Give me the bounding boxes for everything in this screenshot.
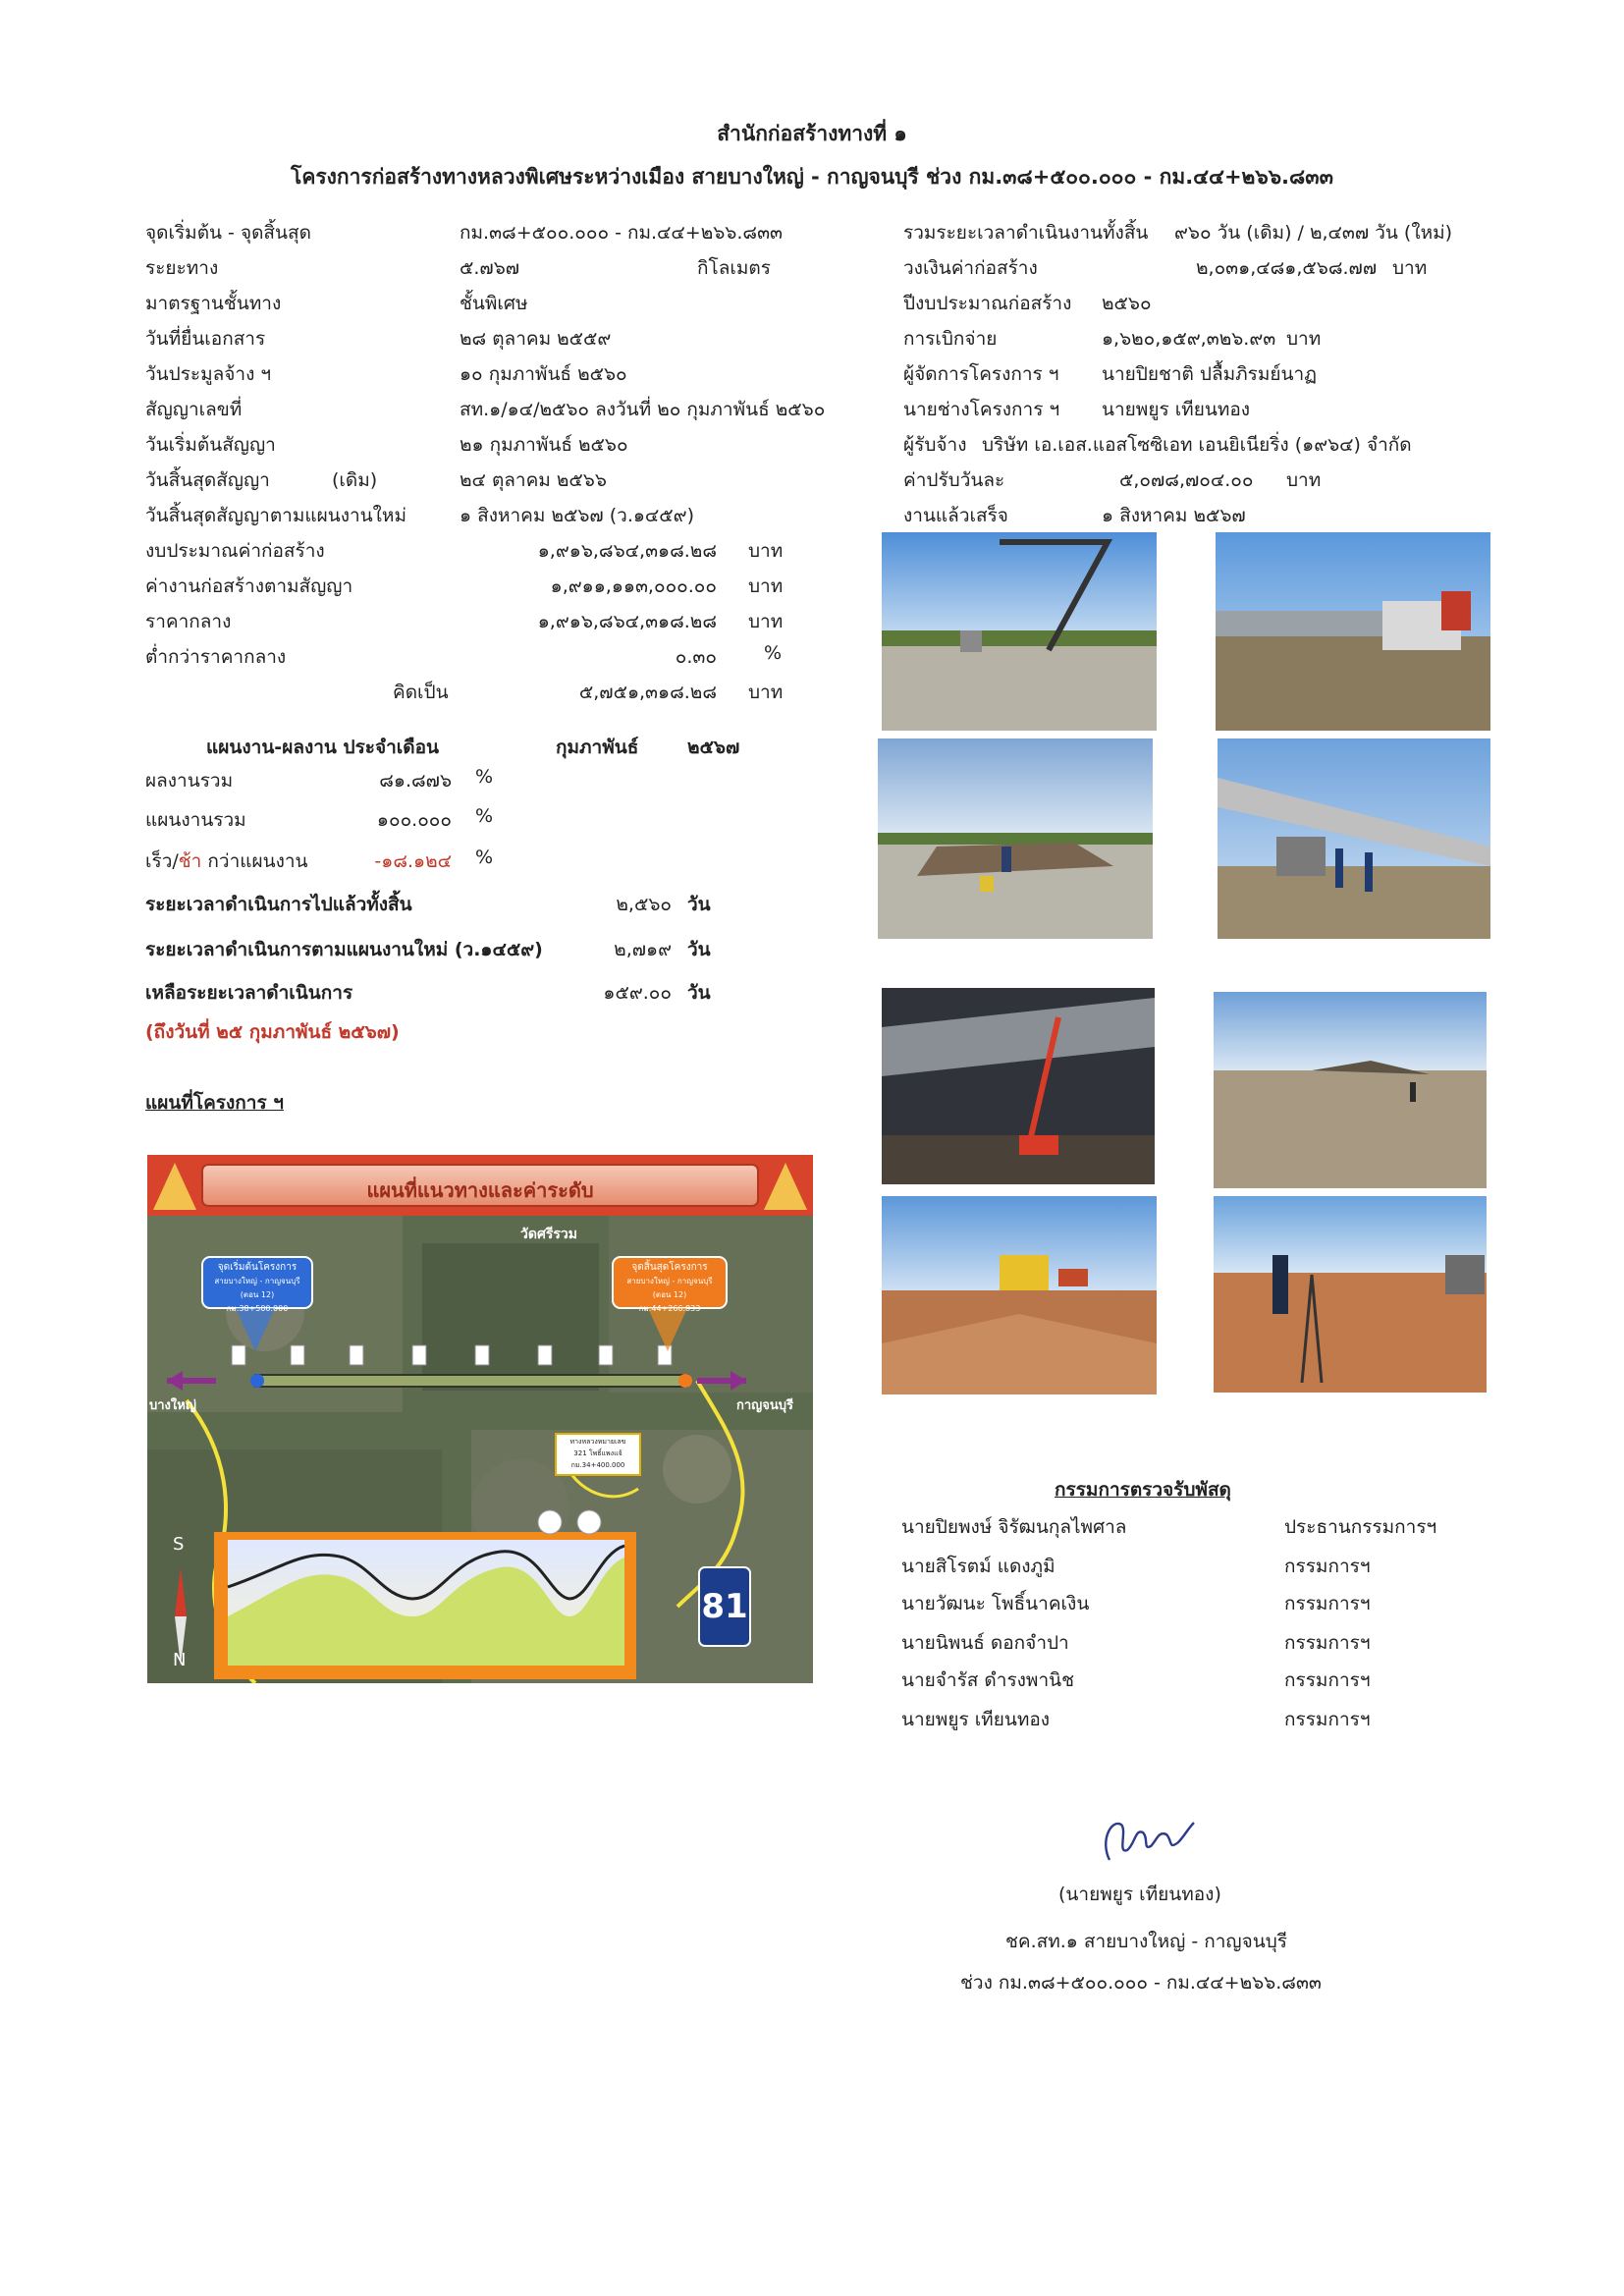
distance-unit: กิโลเมตร xyxy=(697,257,771,279)
diff-label xyxy=(145,847,308,876)
plan-label: แผนงานรวม xyxy=(145,809,246,831)
map-end-title: จุดสิ้นสุดโครงการ xyxy=(631,1262,708,1273)
median-unit: บาท xyxy=(748,611,784,632)
remaining-value: ๑๕๙.๐๐ xyxy=(603,982,672,1004)
committee-member-name: นายวัฒนะ โพธิ์นาคเงิน xyxy=(901,1593,1090,1614)
manager-value: นายปิยชาติ ปลื้มภิรมย์นาฏ xyxy=(1102,363,1317,385)
remaining-unit: วัน xyxy=(687,982,711,1004)
committee-member-name: นายนิพนธ์ ดอกจำปา xyxy=(901,1632,1069,1654)
elapsed-unit: วัน xyxy=(687,894,711,915)
photo-under-bridge xyxy=(1218,738,1490,939)
progress-year: ๒๕๖๗ xyxy=(687,737,740,758)
map-heading: แผนที่โครงการ ฯ xyxy=(145,1092,284,1114)
office-title: สำนักก่อสร้างทางที่ ๑ xyxy=(717,122,907,145)
doc-date-value: ๒๘ ตุลาคม ๒๕๕๙ xyxy=(460,328,612,350)
below-unit: % xyxy=(764,642,783,664)
map-start-sub: สายบางใหญ่ - กาญจนบุรี (ตอน 12) xyxy=(214,1277,300,1299)
project-title: โครงการก่อสร้างทางหลวงพิเศษระหว่างเมือง สายบางใหญ่ - กาญจนบุรี ช่วง กม.๓๘+๕๐๐.๐๐๐ - กม.๔๔+๒๖๖.๘๓๓ xyxy=(291,165,1333,189)
contract-end-new-label: วันสิ้นสุดสัญญาตามแผนงานใหม่ xyxy=(145,505,406,526)
contract-no-label: สัญญาเลขที่ xyxy=(145,399,243,420)
contractor-label: ผู้รับจ้าง xyxy=(903,434,967,456)
contract-cost-value: ๑,๙๑๑,๑๑๓,๐๐๐.๐๐ xyxy=(550,575,717,597)
map-end-km: กม.44+266.833 xyxy=(638,1304,701,1313)
diff-label-rest: กว่าแผนงาน xyxy=(201,850,308,872)
photo-road-base xyxy=(1214,992,1487,1188)
map-side-km: กม.34+400.000 xyxy=(570,1461,625,1469)
budget-value: ๑,๙๑๖,๘๖๔,๓๑๘.๒๘ xyxy=(537,540,717,562)
engineer-label: นายช่างโครงการ ฯ xyxy=(903,399,1060,420)
map-left-direction: บางใหญ่ xyxy=(149,1398,196,1413)
fine-unit: บาท xyxy=(1286,469,1322,491)
equals-unit: บาท xyxy=(748,682,784,703)
diff-unit: % xyxy=(475,847,494,868)
budget-label: งบประมาณค่าก่อสร้าง xyxy=(145,540,325,562)
contract-start-label: วันเริ่มต้นสัญญา xyxy=(145,434,276,456)
contractor-value: บริษัท เอ.เอส.แอสโซซิเอท เอนยิเนียริ่ง (๑๙๖๔) จำกัด xyxy=(982,434,1412,456)
budget-unit: บาท xyxy=(748,540,784,562)
contract-cost-unit: บาท xyxy=(748,575,784,597)
median-label: ราคากลาง xyxy=(145,611,232,632)
distance-label: ระยะทาง xyxy=(145,257,219,279)
photo-rebar-work xyxy=(878,738,1153,939)
committee-member-role: กรรมการฯ xyxy=(1284,1709,1371,1730)
fine-value: ๕,๐๗๘,๗๐๔.๐๐ xyxy=(1119,469,1254,491)
disbursed-unit: บาท xyxy=(1286,328,1322,350)
committee-member-name: นายพยูร เทียนทอง xyxy=(901,1709,1051,1730)
bid-date-value: ๑๐ กุมภาพันธ์ ๒๕๖๐ xyxy=(460,363,627,385)
route-shield-number: 81 xyxy=(701,1587,748,1626)
budget-amount-label: วงเงินค่าก่อสร้าง xyxy=(903,257,1038,279)
below-value: ๐.๓๐ xyxy=(675,646,717,668)
progress-month: กุมภาพันธ์ xyxy=(556,737,639,758)
planned-unit: วัน xyxy=(687,939,711,960)
map-start-title: จุดเริ่มต้นโครงการ xyxy=(217,1262,298,1273)
standard-value: ชั้นพิเศษ xyxy=(460,293,528,314)
photo-mixer-truck xyxy=(1216,532,1490,731)
map-end-box xyxy=(617,1261,723,1316)
plan-unit: % xyxy=(475,805,494,827)
compass-s-label: S xyxy=(173,1534,185,1555)
map-end-sub: สายบางใหญ่ - กาญจนบุรี (ตอน 12) xyxy=(626,1277,713,1299)
total-time-value: ๙๖๐ วัน (เดิม) / ๒,๔๓๗ วัน (ใหม่) xyxy=(1174,222,1453,244)
map-side-box xyxy=(558,1436,638,1471)
photo-grader xyxy=(882,1196,1157,1394)
contract-end-label: วันสิ้นสุดสัญญา xyxy=(145,469,270,491)
disbursed-value: ๑,๖๒๐,๑๕๙,๓๒๖.๙๓ xyxy=(1102,328,1276,350)
below-label: ต่ำกว่าราคากลาง xyxy=(145,646,287,668)
contract-end-note: (เดิม) xyxy=(332,469,378,491)
elapsed-label: ระยะเวลาดำเนินการไปแล้วทั้งสิ้น xyxy=(145,894,412,915)
equals-label: คิดเป็น xyxy=(393,682,449,703)
distance-value: ๕.๗๖๗ xyxy=(460,257,520,279)
contract-end-value: ๒๔ ตุลาคม ๒๕๖๖ xyxy=(460,469,607,491)
engineer-value: นายพยูร เทียนทอง xyxy=(1102,399,1251,420)
actual-label: ผลงานรวม xyxy=(145,770,234,792)
as-of-date: (ถึงวันที่ ๒๕ กุมภาพันธ์ ๒๕๖๗) xyxy=(145,1021,400,1043)
committee-member-name: นายปิยพงษ์ จิรัฒนกุลไพศาล xyxy=(901,1516,1127,1538)
photo-crane-night xyxy=(882,988,1155,1184)
contract-no-value: สท.๑/๑๔/๒๕๖๐ ลงวันที่ ๒๐ กุมภาพันธ์ ๒๕๖๐ xyxy=(460,399,826,420)
contract-start-value: ๒๑ กุมภาพันธ์ ๒๕๖๐ xyxy=(460,434,628,456)
equals-value: ๕,๗๕๑,๓๑๘.๒๘ xyxy=(578,682,717,703)
planned-label: ระยะเวลาดำเนินการตามแผนงานใหม่ (ว.๑๔๕๙) xyxy=(145,939,543,960)
budget-amount-unit: บาท xyxy=(1392,257,1428,279)
budget-amount-value: ๒,๐๓๑,๔๘๑,๕๖๘.๗๗ xyxy=(1196,257,1378,279)
photo-concrete-pouring xyxy=(882,532,1157,731)
fine-label: ค่าปรับวันละ xyxy=(903,469,1005,491)
diff-value: -๑๘.๑๒๔ xyxy=(374,850,452,872)
total-time-label: รวมระยะเวลาดำเนินงานทั้งสิ้น xyxy=(903,222,1149,244)
actual-value: ๘๑.๘๗๖ xyxy=(379,770,452,792)
committee-member-role: กรรมการฯ xyxy=(1284,1632,1371,1654)
diff-label-fast: เร็ว/ xyxy=(145,850,179,872)
completed-value: ๑ สิงหาคม ๒๕๖๗ xyxy=(1102,505,1246,526)
diff-label-slow: ช้า xyxy=(178,850,202,872)
manager-label: ผู้จัดการโครงการ ฯ xyxy=(903,363,1059,385)
committee-member-name: นายสิโรตม์ แดงภูมิ xyxy=(901,1556,1056,1577)
disbursed-label: การเบิกจ่าย xyxy=(903,328,998,350)
standard-label: มาตรฐานชั้นทาง xyxy=(145,293,282,314)
signer-position: ชค.สท.๑ สายบางใหญ่ - กาญจนบุรี xyxy=(1005,1931,1287,1952)
plan-value: ๑๐๐.๐๐๐ xyxy=(376,809,452,831)
map-start-km: กม.38+500.000 xyxy=(226,1304,289,1313)
planned-value: ๒,๗๑๙ xyxy=(614,939,672,960)
signer-name: (นายพยูร เทียนทอง) xyxy=(1058,1884,1221,1905)
map-place-top: วัดศรีรวม xyxy=(520,1227,577,1242)
committee-member-role: กรรมการฯ xyxy=(1284,1669,1371,1691)
committee-member-name: นายจำรัส ดำรงพานิช xyxy=(901,1669,1075,1691)
actual-unit: % xyxy=(475,766,494,788)
elapsed-value: ๒,๕๖๐ xyxy=(616,894,672,915)
map-start-box xyxy=(206,1261,308,1316)
start-end-label: จุดเริ่มต้น - จุดสิ้นสุด xyxy=(145,222,311,244)
signature-mark xyxy=(1092,1811,1200,1870)
map-right-direction: กาญจนบุรี xyxy=(736,1398,793,1413)
doc-date-label: วันที่ยื่นเอกสาร xyxy=(145,328,266,350)
contract-end-new-value: ๑ สิงหาคม ๒๕๖๗ (ว.๑๔๕๙) xyxy=(460,505,695,526)
progress-heading: แผนงาน-ผลงาน ประจำเดือน xyxy=(206,737,440,758)
map-side-sub: 321 โพธิ์แพงแจ้ xyxy=(573,1449,623,1457)
photo-surveying xyxy=(1214,1196,1487,1393)
signer-section: ช่วง กม.๓๘+๕๐๐.๐๐๐ - กม.๔๔+๒๖๖.๘๓๓ xyxy=(960,1972,1322,1994)
project-map xyxy=(147,1155,813,1683)
median-value: ๑,๙๑๖,๘๖๔,๓๑๘.๒๘ xyxy=(537,611,717,632)
completed-label: งานแล้วเสร็จ xyxy=(903,505,1008,526)
committee-member-role: กรรมการฯ xyxy=(1284,1593,1371,1614)
map-banner-title: แผนที่แนวทางและค่าระดับ xyxy=(366,1178,594,1202)
fiscal-year-value: ๒๕๖๐ xyxy=(1102,293,1152,314)
contract-cost-label: ค่างานก่อสร้างตามสัญญา xyxy=(145,575,353,597)
fiscal-year-label: ปีงบประมาณก่อสร้าง xyxy=(903,293,1072,314)
committee-heading: กรรมการตรวจรับพัสดุ xyxy=(1055,1479,1231,1501)
compass-n-label: N xyxy=(173,1650,187,1670)
committee-member-role: ประธานกรรมการฯ xyxy=(1284,1516,1437,1538)
start-end-value: กม.๓๘+๕๐๐.๐๐๐ - กม.๔๔+๒๖๖.๘๓๓ xyxy=(460,222,784,244)
map-side-title: ทางหลวงหมายเลข xyxy=(569,1438,626,1446)
committee-member-role: กรรมการฯ xyxy=(1284,1556,1371,1577)
bid-date-label: วันประมูลจ้าง ฯ xyxy=(145,363,272,385)
remaining-label: เหลือระยะเวลาดำเนินการ xyxy=(145,982,353,1004)
